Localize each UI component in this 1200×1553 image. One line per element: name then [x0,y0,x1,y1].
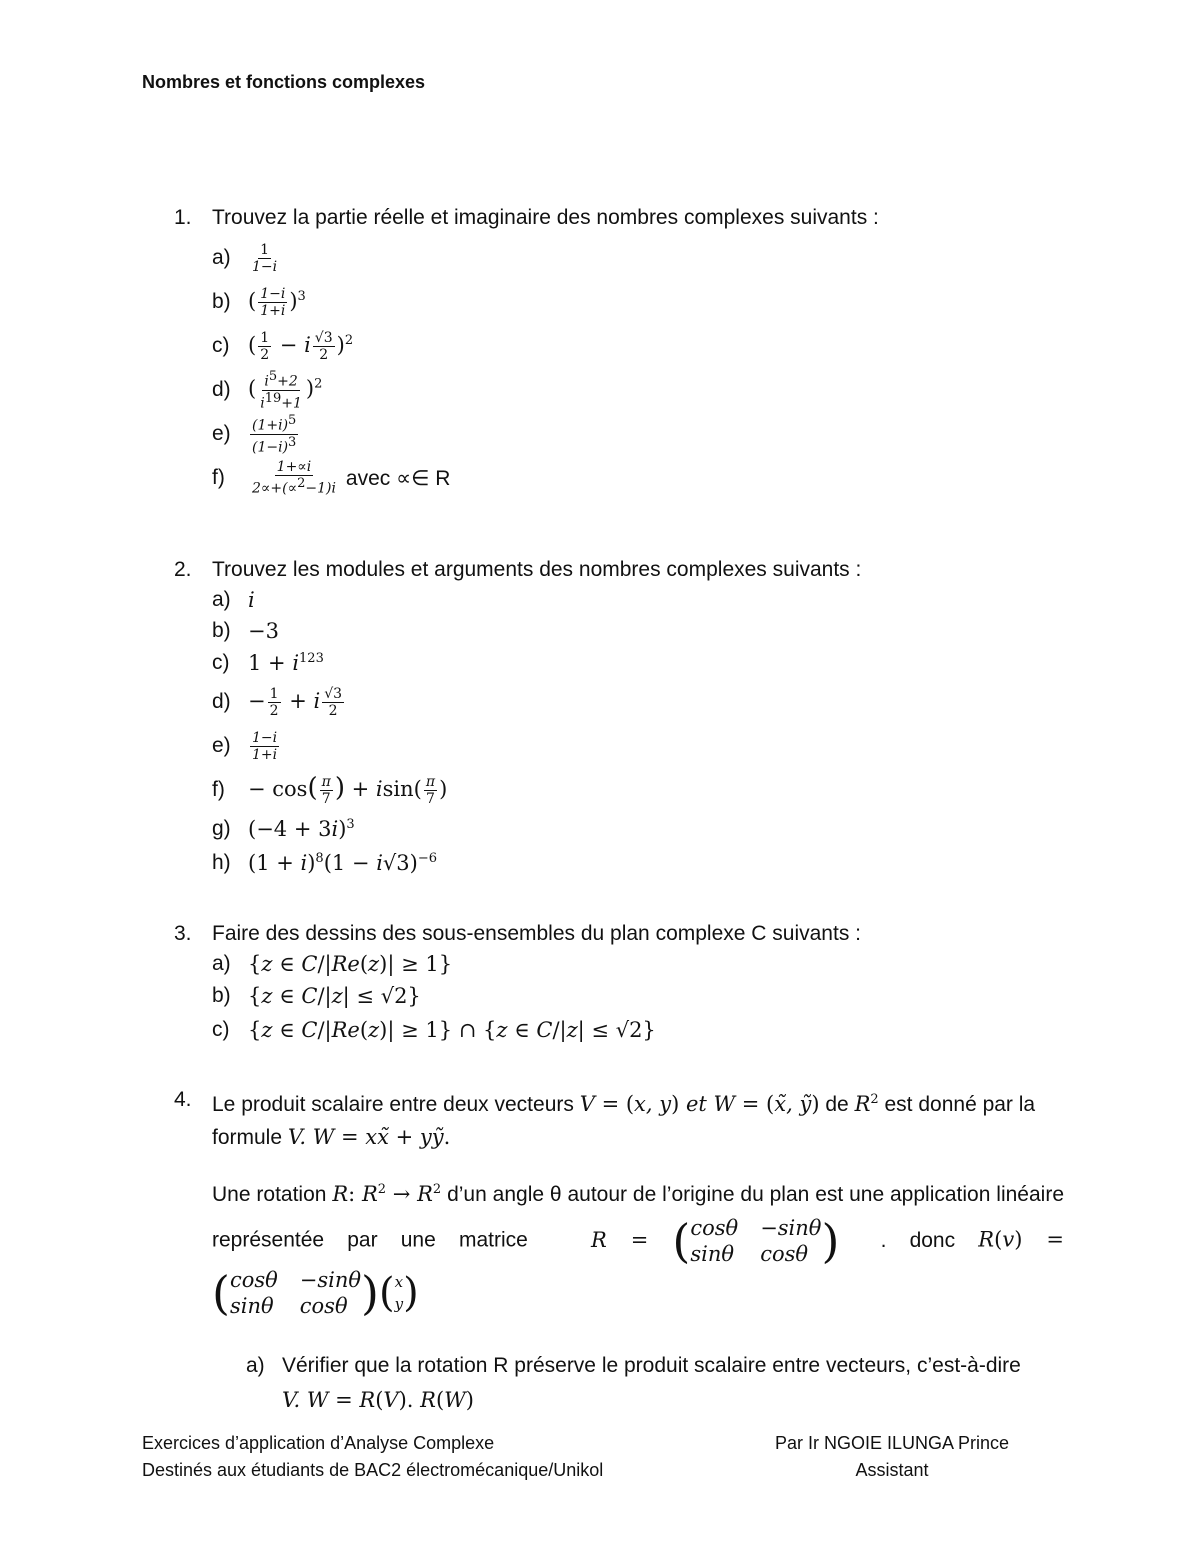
math-expression: $\frac{1}{1-i}$ [252,241,278,275]
math-expression: − cos( $\frac{\pi}{7}$ ) + isin( $\frac{\pi}{7}$ ) [248,773,448,807]
list-item [212,948,1064,980]
item-label: f) [212,466,225,489]
math-expression: {z ∈ C/|z| ≤ √2} [248,984,421,1008]
list-item [212,646,1064,680]
item-label: a) [212,246,231,269]
list-item [212,980,1064,1012]
item-label: a) [212,952,231,975]
exercise-4 [174,1084,1064,1418]
list-item [212,615,1064,646]
math-expression: $\frac{(1+i)^5}{(1-i)^3}$ [252,412,297,456]
exercise-statement: Trouvez les modules et arguments des nombres complexes suivants : [212,558,862,581]
exercise-1 [174,206,1064,500]
list-item [212,846,1064,880]
exercise-3 [174,922,1064,1048]
math-expression: ( $\frac{1}{2}$ − i $\frac{√3}{2}$ )$^2$ [248,329,354,363]
item-label: b) [212,618,231,642]
item-label: c) [212,651,230,674]
list-item [212,236,1064,280]
item-label: g) [212,817,231,840]
exercise-number: 4. [174,1088,192,1111]
exercise-statement: Le produit scalaire entre deux vecteurs V = (x, y) et W = (x̃, ỹ) de $R^2$ est donné par la formule V. W = xx̃ + yỹ. [212,1092,1036,1149]
exercise-number: 3. [174,922,192,945]
item-label: e) [212,734,231,757]
math-expression: $(-4 + 3i)^3$ [248,817,355,841]
exercise-statement: Trouvez la partie réelle et imaginaire des nombres complexes suivants : [212,206,879,229]
math-expression: {z ∈ C/|Re(z)| ≥ 1} ∩ {z ∈ C/|z| ≤ √2} [248,1018,656,1042]
item-label: a) [212,587,231,611]
item-label: c) [212,1018,230,1041]
item-label: b) [212,984,231,1007]
item-label: a) [246,1354,265,1377]
footer-right: Par Ir NGOIE ILUNGA Prince Assistant [774,1433,1010,1480]
list-item [212,280,1064,324]
list-item [212,584,1064,615]
rotation-paragraph: Une rotation R: $R^2 \to R^2$ d’un angle θ autour de l’origine du plan est une application linéaire représentée par une matrice R = ( cosθ −sinθ sinθ cosθ ) . donc R(v) = ( cosθ −sinθ sinθ cosθ ) ( x y ) [212,1182,1064,1320]
rotation-product: ( cosθ −sinθ sinθ cosθ ) ( x y ) [212,1266,419,1320]
item-label: b) [212,290,231,313]
exercise-number: 2. [174,558,192,581]
list-item [212,768,1064,812]
math-expression: V. W = R(V). R(W) [282,1388,474,1412]
math-expression: −3 [248,618,279,643]
math-expression: − $\frac{1}{2}$ + i $\frac{√3}{2}$ [248,685,343,719]
math-expression: ( $\frac{i^5+2}{i^{19}+1}$ )$^2$ [248,368,323,412]
math-expression: $1 + i^{123}$ [248,651,324,675]
list-item [212,412,1064,456]
list-item [212,456,1064,500]
exercise-statement: Faire des dessins des sous-ensembles du plan complexe C suivants : [212,922,861,945]
page-title: Nombres et fonctions complexes [142,72,426,92]
item-label: c) [212,334,230,357]
math-expression: ( $\frac{1-i}{1+i}$ )$^3$ [248,285,306,319]
rotation-matrix: R = ( cosθ −sinθ sinθ cosθ ) [590,1214,840,1268]
list-item [212,724,1064,768]
sub-question: a) Vérifier que la rotation R préserve le produit scalaire entre vecteurs, c’est-à-dire V. W = R(V). R(W) [246,1349,1064,1418]
item-label: d) [212,690,231,713]
item-label: e) [212,422,231,445]
item-suffix: avec ∝∈ R [345,466,451,490]
list-item [212,324,1064,368]
math-expression: i [248,587,255,612]
math-expression: {z ∈ C/|Re(z)| ≥ 1} [248,952,453,976]
item-label: h) [212,851,231,874]
list-item [212,1012,1064,1048]
list-item [212,812,1064,846]
footer-left: Exercices d’application d’Analyse Complexe Destinés aux étudiants de BAC2 électromécanique/Unikol [142,1433,604,1480]
item-label: d) [212,378,231,401]
math-expression: $\frac{1-i}{1+i}$ [252,729,278,763]
item-label: f) [212,778,225,801]
exercise-number: 1. [174,206,192,229]
math-expression: $\frac{1+\propto i}{2\propto+(\propto^2-1)i}$ [252,459,336,497]
list-item [212,680,1064,724]
list-item [212,368,1064,412]
exercise-2 [174,558,1064,880]
math-expression: $(1 + i)^8(1 - i√3)^{-6}$ [248,851,438,875]
